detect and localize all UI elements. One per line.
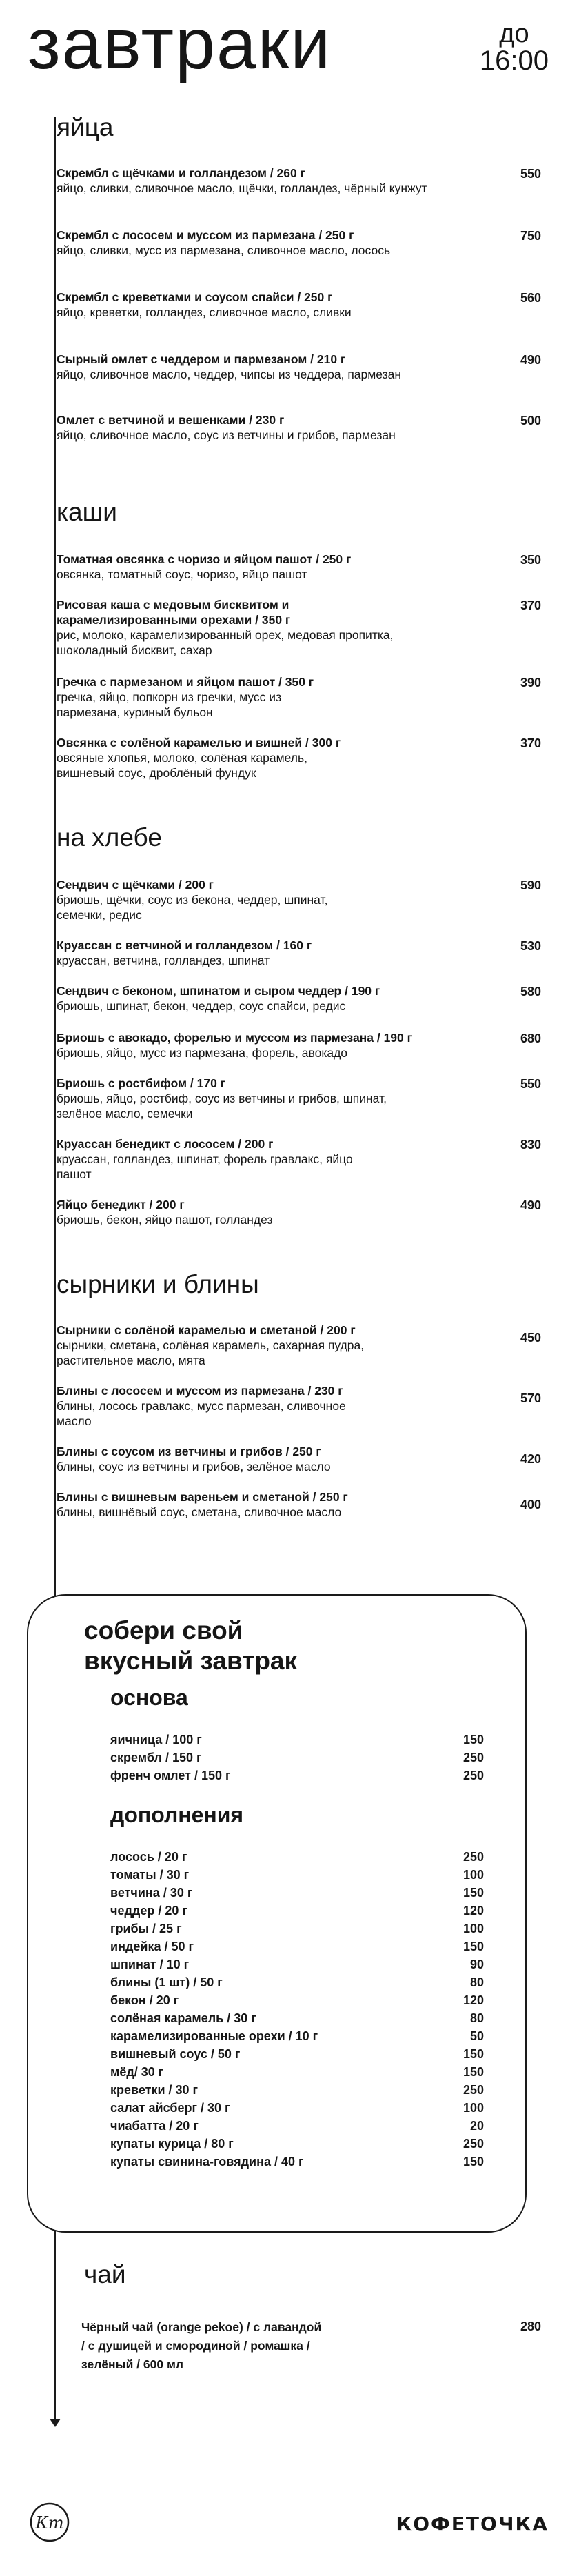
addon-row bbox=[110, 2118, 484, 2133]
row-name: солёная карамель / 30 г bbox=[110, 2011, 256, 2025]
item-name: Томатная овсянка с чоризо и яйцом пашот / 250 г bbox=[57, 552, 352, 566]
item-desc: круассан, ветчина, голландез, шпинат bbox=[57, 954, 270, 967]
menu-item bbox=[57, 735, 541, 781]
item-price: 490 bbox=[520, 1198, 541, 1212]
item-price: 450 bbox=[520, 1331, 541, 1345]
addon-row bbox=[110, 1885, 484, 1900]
row-price: 120 bbox=[463, 1904, 484, 1918]
brand-name: КОФЕТОЧКА bbox=[396, 2513, 549, 2535]
row-price: 250 bbox=[463, 1751, 484, 1764]
item-name: Яйцо бенедикт / 200 г bbox=[57, 1198, 185, 1211]
item-desc: рис, молоко, карамелизированный орех, медовая пропитка, шоколадный бисквит, сахар bbox=[57, 628, 394, 657]
addon-row bbox=[110, 1993, 484, 2008]
row-price: 250 bbox=[463, 1769, 484, 1782]
item-desc: гречка, яйцо, попкорн из гречки, мусс из пармезана, куриный бульон bbox=[57, 690, 282, 719]
item-name: Овсянка с солёной карамелью и вишней / 300 г bbox=[57, 736, 341, 749]
hours-label bbox=[480, 21, 549, 74]
menu-item bbox=[57, 597, 541, 658]
row-price: 100 bbox=[463, 2101, 484, 2115]
row-price: 50 bbox=[469, 2029, 484, 2043]
item-desc: блины, лосось гравлакс, мусс пармезан, сливочное масло bbox=[57, 1399, 346, 1428]
row-price: 150 bbox=[463, 1940, 484, 1953]
row-price: 150 bbox=[463, 2047, 484, 2061]
item-price: 550 bbox=[520, 1077, 541, 1091]
row-name: лосось / 20 г bbox=[110, 1850, 187, 1864]
addon-row bbox=[110, 1903, 484, 1918]
row-name: вишневый соус / 50 г bbox=[110, 2047, 241, 2061]
menu-item bbox=[57, 938, 541, 968]
base-row bbox=[110, 1732, 484, 1747]
item-desc: яйцо, сливки, сливочное масло, щёчки, голландез, чёрный кунжут bbox=[57, 181, 427, 195]
tea-line-2: / с душицей и смородиной / ромашка / bbox=[81, 2339, 310, 2353]
addon-row bbox=[110, 1921, 484, 1936]
addon-row bbox=[110, 2136, 484, 2151]
menu-item bbox=[57, 228, 541, 258]
menu-item bbox=[57, 165, 541, 196]
row-name: карамелизированные орехи / 10 г bbox=[110, 2029, 318, 2043]
menu-item bbox=[81, 2318, 541, 2374]
addon-row bbox=[110, 2064, 484, 2080]
addon-row bbox=[110, 2100, 484, 2115]
until-time: 16:00 bbox=[479, 46, 549, 76]
item-name: Сырный омлет с чеддером и пармезаном / 210 г bbox=[57, 352, 346, 366]
section-title-tea: чай bbox=[84, 2260, 126, 2288]
row-price: 150 bbox=[463, 1886, 484, 1900]
item-name: Круассан бенедикт с лососем / 200 г bbox=[57, 1137, 274, 1151]
row-name: креветки / 30 г bbox=[110, 2083, 199, 2097]
item-price: 830 bbox=[520, 1138, 541, 1151]
menu-item bbox=[57, 1489, 541, 1520]
menu-item bbox=[57, 1444, 541, 1474]
item-desc: бриошь, яйцо, ростбиф, соус из ветчины и грибов, шпинат, зелёное масло, семечки bbox=[57, 1091, 387, 1120]
item-name: Скрембл с щёчками и голландезом / 260 г bbox=[57, 166, 305, 180]
addon-row bbox=[110, 2046, 484, 2062]
addon-row bbox=[110, 1975, 484, 1990]
row-price: 250 bbox=[463, 2137, 484, 2151]
row-price: 150 bbox=[463, 2155, 484, 2169]
row-name: яичница / 100 г bbox=[110, 1733, 202, 1747]
item-name: Скрембл с креветками и соусом спайси / 250 г bbox=[57, 290, 333, 304]
row-name: ветчина / 30 г bbox=[110, 1886, 193, 1900]
build-title-line1: собери свой bbox=[84, 1616, 243, 1644]
row-name: салат айсберг / 30 г bbox=[110, 2101, 230, 2115]
row-price: 250 bbox=[463, 1850, 484, 1864]
row-price: 150 bbox=[463, 1733, 484, 1747]
until-word: до bbox=[499, 19, 529, 48]
menu-item bbox=[57, 877, 541, 923]
row-name: бекон / 20 г bbox=[110, 1993, 179, 2007]
menu-item bbox=[57, 1197, 541, 1227]
menu-item bbox=[57, 552, 541, 582]
item-name: Омлет с ветчиной и вешенками / 230 г bbox=[57, 413, 285, 427]
item-desc: яйцо, сливочное масло, чеддер, чипсы из чеддера, пармезан bbox=[57, 368, 402, 381]
row-name: купаты курица / 80 г bbox=[110, 2137, 234, 2151]
row-name: грибы / 25 г bbox=[110, 1922, 182, 1935]
item-desc: бриошь, яйцо, мусс из пармезана, форель, авокадо bbox=[57, 1046, 348, 1060]
item-name: Блины с вишневым вареньем и сметаной / 250 г bbox=[57, 1490, 348, 1504]
item-name: Сырники с солёной карамелью и сметаной / 200 г bbox=[57, 1323, 356, 1337]
row-name: шпинат / 10 г bbox=[110, 1958, 190, 1971]
item-name: Сендвич с беконом, шпинатом и сыром чеддер / 190 г bbox=[57, 984, 380, 998]
tea-line-3: зелёный / 600 мл bbox=[81, 2357, 184, 2371]
item-desc: яйцо, креветки, голландез, сливочное масло, сливки bbox=[57, 305, 352, 319]
item-price: 350 bbox=[520, 553, 541, 567]
base-row bbox=[110, 1768, 484, 1783]
item-price: 560 bbox=[520, 291, 541, 305]
item-price: 530 bbox=[520, 939, 541, 953]
item-price: 370 bbox=[520, 598, 541, 612]
item-price: 370 bbox=[520, 736, 541, 750]
base-row bbox=[110, 1750, 484, 1765]
item-desc: яйцо, сливки, мусс из пармезана, сливочное масло, лосось bbox=[57, 243, 391, 257]
row-name: скрембл / 150 г bbox=[110, 1751, 202, 1764]
section-title-eggs: яйца bbox=[57, 113, 114, 141]
addons-subtitle: дополнения bbox=[110, 1802, 244, 1827]
item-name: Сендвич с щёчками / 200 г bbox=[57, 878, 214, 892]
item-price: 490 bbox=[520, 353, 541, 367]
item-desc: бриошь, щёчки, соус из бекона, чеддер, шпинат, семечки, редис bbox=[57, 893, 328, 922]
row-name: купаты свинина-говядина / 40 г bbox=[110, 2155, 304, 2169]
row-name: мёд/ 30 г bbox=[110, 2065, 164, 2079]
row-price: 20 bbox=[469, 2119, 484, 2133]
page-title: завтраки bbox=[28, 4, 332, 84]
arrow-down-icon bbox=[50, 2419, 61, 2427]
item-desc: блины, соус из ветчины и грибов, зелёное масло bbox=[57, 1460, 331, 1473]
cafe-logo-icon bbox=[28, 2500, 72, 2544]
build-title-line2: вкусный завтрак bbox=[84, 1647, 298, 1675]
row-price: 100 bbox=[463, 1868, 484, 1882]
menu-item bbox=[57, 1136, 541, 1182]
item-price: 280 bbox=[520, 2320, 541, 2333]
build-title bbox=[84, 1616, 297, 1676]
addon-row bbox=[110, 1849, 484, 1864]
menu-item bbox=[57, 1076, 541, 1121]
item-name: Круассан с ветчиной и голландезом / 160 г bbox=[57, 938, 312, 952]
row-name: чеддер / 20 г bbox=[110, 1904, 187, 1918]
item-price: 590 bbox=[520, 878, 541, 892]
base-subtitle: основа bbox=[110, 1685, 188, 1710]
item-desc: бриошь, шпинат, бекон, чеддер, соус спайси, редис bbox=[57, 999, 346, 1013]
menu-item bbox=[57, 983, 541, 1014]
item-price: 680 bbox=[520, 1032, 541, 1045]
addon-row bbox=[110, 2082, 484, 2097]
item-price: 570 bbox=[520, 1391, 541, 1405]
addon-row bbox=[110, 1957, 484, 1972]
item-price: 580 bbox=[520, 985, 541, 998]
row-price: 80 bbox=[469, 1975, 484, 1989]
section-title-syrniki: сырники и блины bbox=[57, 1270, 259, 1298]
item-desc: блины, вишнёвый соус, сметана, сливочное масло bbox=[57, 1505, 342, 1519]
item-name: Блины с лососем и муссом из пармезана / 230 г bbox=[57, 1384, 343, 1398]
row-name: индейка / 50 г bbox=[110, 1940, 194, 1953]
item-price: 500 bbox=[520, 414, 541, 427]
item-price: 550 bbox=[520, 167, 541, 181]
tea-line-1: Чёрный чай (orange pekoe) / с лавандой bbox=[81, 2320, 322, 2334]
item-price: 390 bbox=[520, 676, 541, 690]
addon-row bbox=[110, 1867, 484, 1882]
item-desc: круассан, голландез, шпинат, форель гравлакс, яйцо пашот bbox=[57, 1152, 353, 1181]
row-name: томаты / 30 г bbox=[110, 1868, 190, 1882]
row-name: блины (1 шт) / 50 г bbox=[110, 1975, 223, 1989]
item-desc: овсянка, томатный соус, чоризо, яйцо пашот bbox=[57, 567, 307, 581]
item-price: 400 bbox=[520, 1498, 541, 1511]
menu-item bbox=[57, 1322, 541, 1368]
menu-item bbox=[57, 352, 541, 382]
item-name: Бриошь с ростбифом / 170 г bbox=[57, 1076, 225, 1090]
item-desc: бриошь, бекон, яйцо пашот, голландез bbox=[57, 1213, 273, 1227]
row-price: 100 bbox=[463, 1922, 484, 1935]
row-price: 250 bbox=[463, 2083, 484, 2097]
logo-mark-text: Кт bbox=[35, 2513, 64, 2533]
menu-item bbox=[57, 1383, 541, 1429]
row-price: 120 bbox=[463, 1993, 484, 2007]
section-title-porridge: каши bbox=[57, 498, 117, 526]
item-desc: яйцо, сливочное масло, соус из ветчины и грибов, пармезан bbox=[57, 428, 396, 442]
menu-item bbox=[57, 412, 541, 443]
item-name: Рисовая каша с медовым бисквитом и карамелизированными орехами / 350 г bbox=[57, 598, 291, 627]
menu-item bbox=[57, 674, 541, 720]
item-name: Гречка с пармезаном и яйцом пашот / 350 г bbox=[57, 675, 314, 689]
section-title-bread: на хлебе bbox=[57, 823, 162, 852]
row-price: 80 bbox=[469, 2011, 484, 2025]
addon-row bbox=[110, 2154, 484, 2169]
item-name: Скрембл с лососем и муссом из пармезана / 250 г bbox=[57, 228, 354, 242]
row-price: 150 bbox=[463, 2065, 484, 2079]
menu-item bbox=[57, 1030, 541, 1060]
addon-row bbox=[110, 2011, 484, 2026]
item-name: Блины с соусом из ветчины и грибов / 250 г bbox=[57, 1445, 321, 1458]
item-price: 750 bbox=[520, 229, 541, 243]
menu-item bbox=[57, 290, 541, 320]
addon-row bbox=[110, 1939, 484, 1954]
item-price: 420 bbox=[520, 1452, 541, 1466]
item-desc: сырники, сметана, солёная карамель, сахарная пудра, растительное масло, мята bbox=[57, 1338, 365, 1367]
row-name: чиабатта / 20 г bbox=[110, 2119, 199, 2133]
row-price: 90 bbox=[469, 1958, 484, 1971]
item-desc: овсяные хлопья, молоко, солёная карамель, вишневый соус, дроблёный фундук bbox=[57, 751, 307, 780]
item-name: Бриошь с авокадо, форелью и муссом из пармезана / 190 г bbox=[57, 1031, 412, 1045]
addon-row bbox=[110, 2029, 484, 2044]
row-name: френч омлет / 150 г bbox=[110, 1769, 231, 1782]
